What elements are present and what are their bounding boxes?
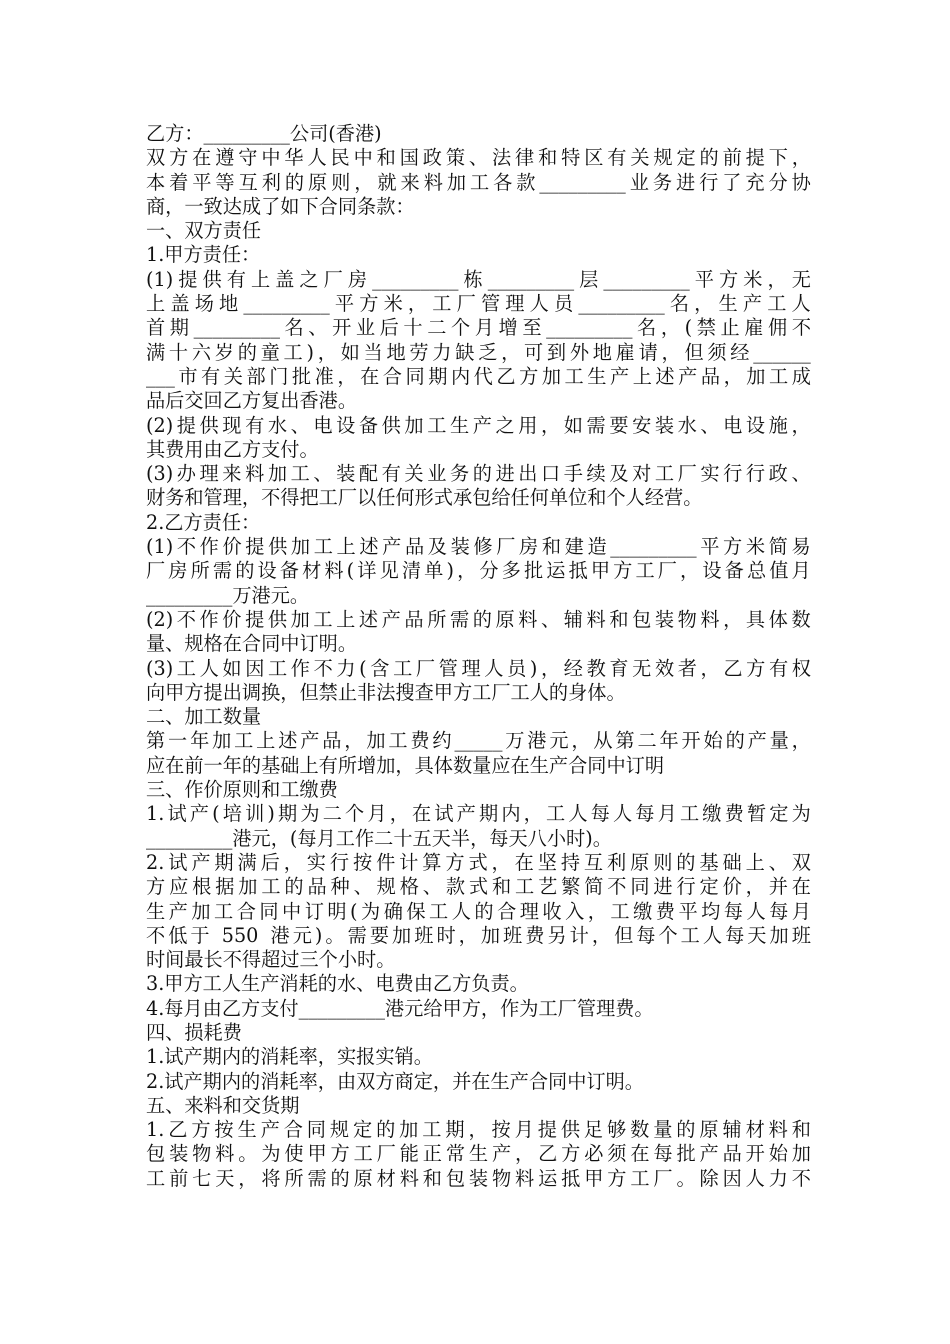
document-line: 时间最长不得超过三个小时。	[146, 948, 396, 972]
document-line: 财务和管理，不得把工厂以任何形式承包给任何单位和个人经营。	[146, 486, 703, 510]
document-line: 2.乙方责任：	[146, 510, 261, 534]
document-line: 四、损耗费	[146, 1020, 242, 1044]
document-line: (3) 办 理 来 料 加 工 、 装 配 有 关 业 务 的 进 出 口 手 续 及 对 工 厂 实 行 行 政 、	[146, 462, 811, 486]
document-line: 向甲方提出调换，但禁止非法搜查甲方工厂工人的身体。	[146, 680, 626, 704]
document-line: 商，一致达成了如下合同条款：	[146, 194, 415, 218]
document-line: (1) 提 供 有 上 盖 之 厂 房 _________ 栋 _________ 层 _________ 平 方 米 ， 无	[146, 267, 811, 291]
document-line: 品后交回乙方复出香港。	[146, 389, 358, 413]
document-line: 包 装 物 料 。 为 使 甲 方 工 厂 能 正 常 生 产 ， 乙 方 必 须 在 每 批 产 品 开 始 加	[146, 1142, 811, 1166]
document-line: (2) 不 作 价 提 供 加 工 上 述 产 品 所 需 的 原 料 、 辅 料 和 包 装 物 料 ， 具 体 数	[146, 607, 811, 631]
document-line: 1.甲方责任：	[146, 243, 261, 267]
document-line: 满 十 六 岁 的 童 工 ) ， 如 当 地 劳 力 缺 乏 ， 可 到 外 地 雇 请 ， 但 须 经 ______	[146, 340, 811, 364]
document-line: _________万港元。	[146, 583, 310, 607]
document-line: 方 应 根 据 加 工 的 品 种 、 规 格 、 款 式 和 工 艺 繁 简 不 同 进 行 定 价 ， 并 在	[146, 875, 811, 899]
document-line: 工 前 七 天 ， 将 所 需 的 原 材 料 和 包 装 物 料 运 抵 甲 方 工 厂 。 除 因 人 力 不	[146, 1166, 811, 1190]
document-line: 1. 乙 方 按 生 产 合 同 规 定 的 加 工 期 ， 按 月 提 供 足 够 数 量 的 原 辅 材 料 和	[146, 1118, 811, 1142]
document-line: 1.试产期内的消耗率，实报实销。	[146, 1045, 433, 1069]
document-line: 应在前一年的基础上有所增加，具体数量应在生产合同中订明	[146, 753, 665, 777]
document-line: 五、来料和交货期	[146, 1093, 300, 1117]
document-body	[146, 122, 811, 1191]
document-line: 上 盖 场 地 _________ 平 方 米 ， 工 厂 管 理 人 员 _________ 名 ， 生 产 工 人	[146, 292, 811, 316]
document-line: 1. 试 产 ( 培 训 ) 期 为 二 个 月 ， 在 试 产 期 内 ， 工 人 每 人 每 月 工 缴 费 暂 定 为	[146, 802, 811, 826]
document-line: 生 产 加 工 合 同 中 订 明 ( 为 确 保 工 人 的 合 理 收 入 ， 工 缴 费 平 均 每 人 每 月	[146, 899, 811, 923]
document-line: 二、加工数量	[146, 705, 262, 729]
document-line: 双 方 在 遵 守 中 华 人 民 中 和 国 政 策 、 法 律 和 特 区 有 关 规 定 的 前 提 下 ，	[146, 146, 811, 170]
document-line: 本 着 平 等 互 利 的 原 则 ， 就 来 料 加 工 各 款 _________ 业 务 进 行 了 充 分 协	[146, 170, 811, 194]
document-line: 2. 试 产 期 满 后 ， 实 行 按 件 计 算 方 式 ， 在 坚 持 互 利 原 则 的 基 础 上 、 双	[146, 850, 811, 874]
document-line: (3) 工 人 如 因 工 作 不 力 ( 含 工 厂 管 理 人 员 ) ， 经 教 育 无 效 者 ， 乙 方 有 权	[146, 656, 811, 680]
document-line: 三、作价原则和工缴费	[146, 778, 338, 802]
document-line: 第 一 年 加 工 上 述 产 品 ， 加 工 费 约 _____ 万 港 元 ， 从 第 二 年 开 始 的 产 量 ，	[146, 729, 811, 753]
document-line: (1) 不 作 价 提 供 加 工 上 述 产 品 及 装 修 厂 房 和 建 造 _________ 平 方 米 简 易	[146, 535, 811, 559]
document-line: 其费用由乙方支付。	[146, 437, 319, 461]
document-line: 一、双方责任	[146, 219, 262, 243]
document-line: 首 期 _________ 名 、 开 业 后 十 二 个 月 增 至 _________ 名 ， ( 禁 止 雇 佣 不	[146, 316, 811, 340]
document-line: 量、规格在合同中订明。	[146, 632, 358, 656]
document-line: _________港元，(每月工作二十五天半，每天八小时)。	[146, 826, 612, 850]
document-line: 2.试产期内的消耗率，由双方商定，并在生产合同中订明。	[146, 1069, 644, 1093]
document-line: (2) 提 供 现 有 水 、 电 设 备 供 加 工 生 产 之 用 ， 如 需 要 安 装 水 、 电 设 施 ，	[146, 413, 811, 437]
document-line: 3.甲方工人生产消耗的水、电费由乙方负责。	[146, 972, 529, 996]
document-line: ___ 市 有 关 部 门 批 准 ， 在 合 同 期 内 代 乙 方 加 工 生 产 上 述 产 品 ， 加 工 成	[146, 364, 811, 388]
document-line: 不 低 于 550 港 元 ) 。 需 要 加 班 时 ， 加 班 费 另 计 ， 但 每 个 工 人 每 天 加 班	[146, 923, 811, 947]
document-line: 乙方：_________公司(香港)	[146, 122, 382, 145]
document-line: 厂 房 所 需 的 设 备 材 料 ( 详 见 清 单 ) ， 分 多 批 运 抵 甲 方 工 厂 ， 设 备 总 值 月	[146, 559, 811, 583]
document-line: 4.每月由乙方支付_________港元给甲方，作为工厂管理费。	[146, 996, 654, 1020]
